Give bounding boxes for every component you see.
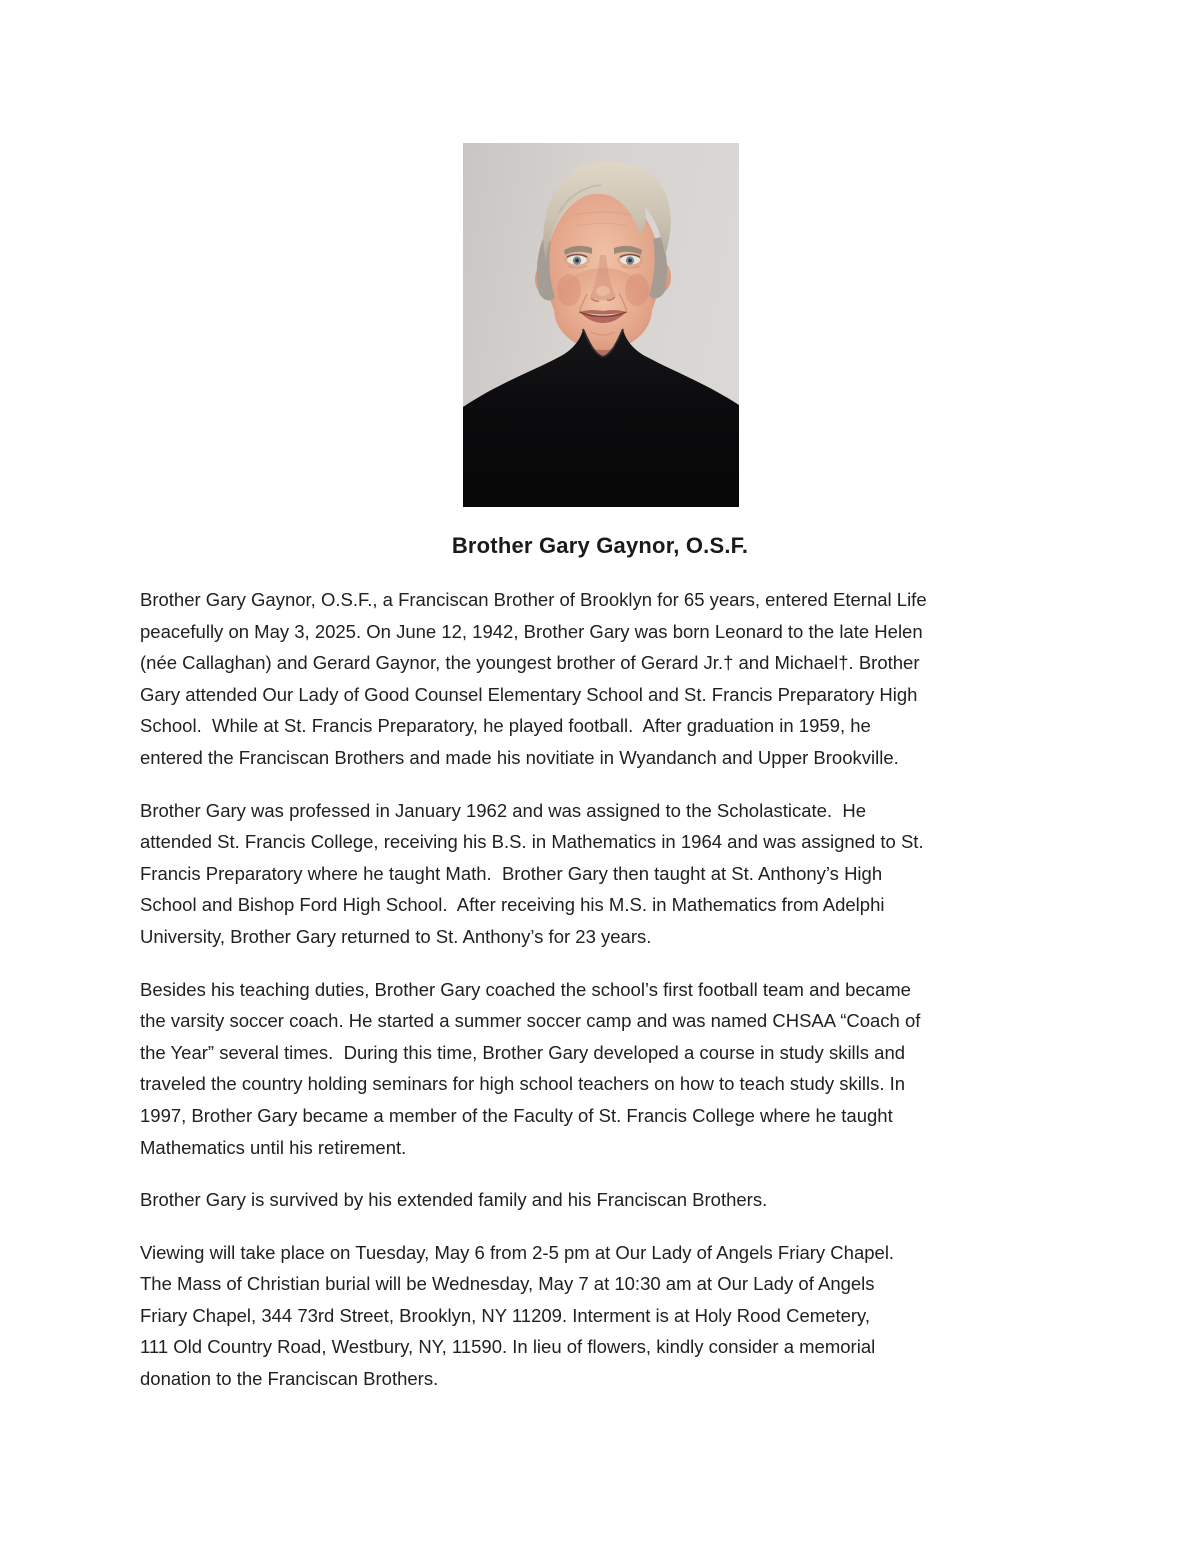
paragraph-survived-by: Brother Gary is survived by his extended family and his Franciscan Brothers. <box>140 1189 768 1211</box>
portrait-illustration <box>463 143 739 507</box>
paragraph-services: Viewing will take place on Tuesday, May 6 from 2-5 pm at Our Lady of Angels Friary Chapel. The Mass of Christian burial will be Wednesday, May 7 at 10:30 am at Our Lady of Angels Friary Chapel, 344 73rd Street, Brooklyn, NY 11209. Interment is at Holy Rood Cemetery, 111 Old Country Road, Westbury, NY, 11590. In lieu of flowers, kindly consider a memorial donation to the Franciscan Brothers. <box>140 1241 895 1390</box>
paragraph-education-teaching: Brother Gary was professed in January 1962 and was assigned to the Scholasticate. He attended St. Francis College, receiving his B.S. in Mathematics in 1964 and was assigned to St. Francis Preparatory where he taught Math. Brother Gary then taught at St. Anthony’s High School and Bishop Ford High School. After receiving his M.S. in Mathematics from Adelphi University, Brother Gary returned to St. Anthony’s for 23 years. <box>140 799 924 947</box>
obituary-text <box>140 584 1150 1416</box>
paragraph-coaching: Besides his teaching duties, Brother Gary coached the school’s first football team and became the varsity soccer coach. He started a summer soccer camp and was named CHSAA “Coach of the Year” several times. During this time, Brother Gary developed a course in study skills and traveled the country holding seminars for high school teachers on how to teach study skills. In 1997, Brother Gary became a member of the Faculty of St. Francis College where he taught Mathematics until his retirement. <box>140 978 921 1158</box>
portrait-photo <box>463 143 739 507</box>
paragraph-life-summary: Brother Gary Gaynor, O.S.F., a Franciscan Brother of Brooklyn for 65 years, entered Eternal Life peacefully on May 3, 2025. On June 12, 1942, Brother Gary was born Leonard to the late Helen (née Callaghan) and Gerard Gaynor, the youngest brother of Gerard Jr.† and Michael†. Brother Gary attended Our Lady of Good Counsel Elementary School and St. Francis Preparatory High School. While at St. Francis Preparatory, he played football. After graduation in 1959, he entered the Franciscan Brothers and made his novitiate in Wyandanch and Upper Brookville. <box>140 589 927 768</box>
page-title: Brother Gary Gaynor, O.S.F. <box>451 533 749 558</box>
